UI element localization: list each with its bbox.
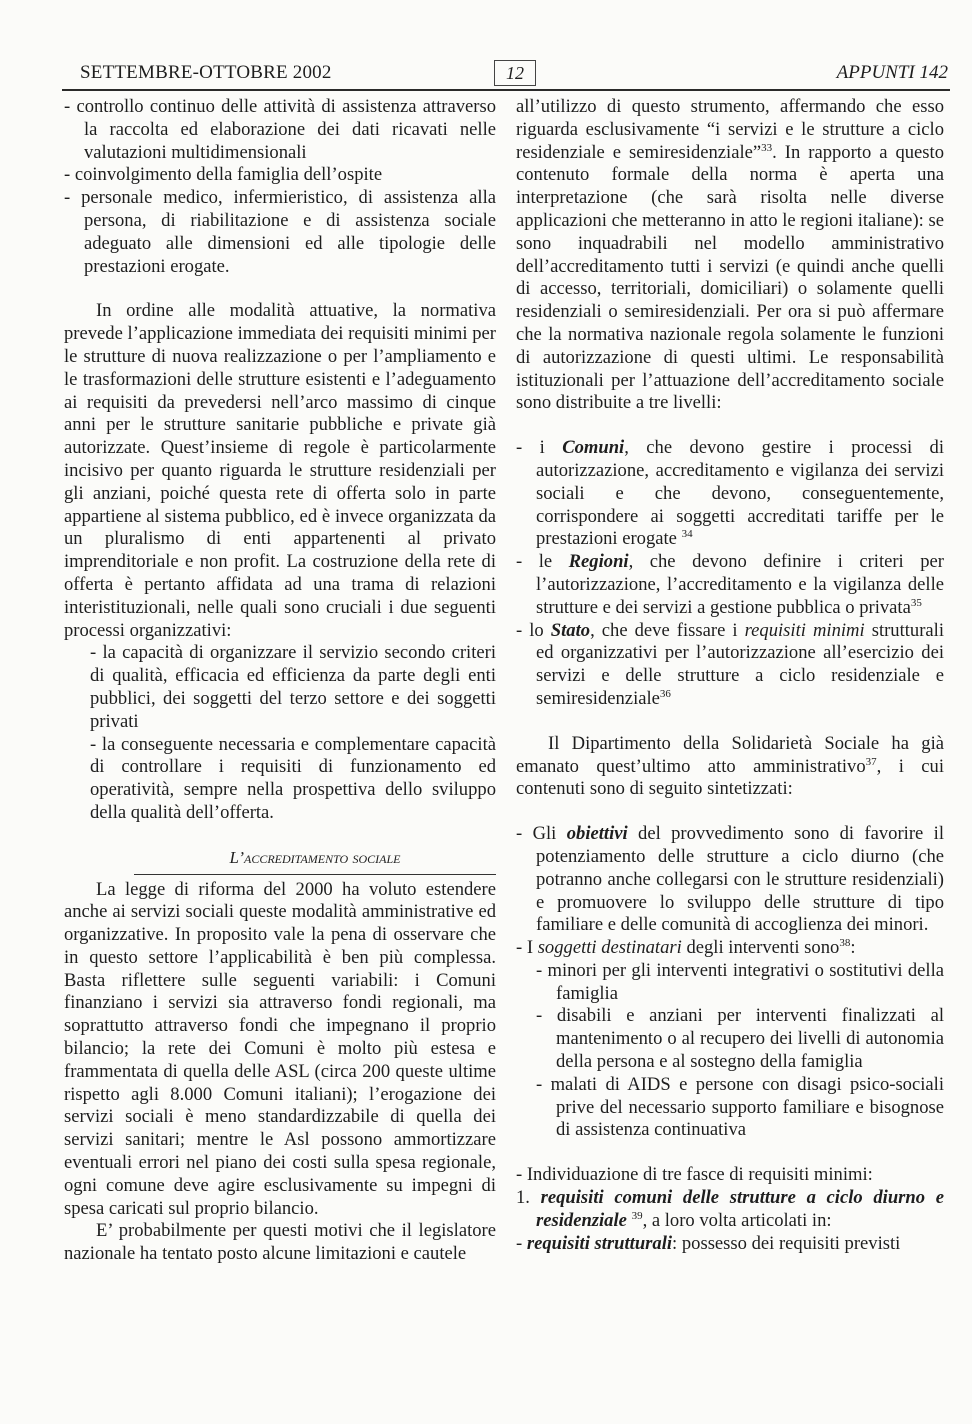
list-item: - lo Stato, che deve fissare i requisiti minimi strutturali ed organizzativi per l’autorizzazione all’esercizio dei servizi e delle strutture a ciclo residenziale e semiresidenziale$^{36}$ [516, 619, 944, 709]
sub-list-item: - minori per gli interventi integrativi o sostitutivi della famiglia [536, 959, 944, 1004]
paragraph: E’ probabilmente per questi motivi che il legislatore nazionale ha tentato posto alcune limitazioni e cautele [64, 1220, 496, 1265]
header-rule [62, 89, 950, 91]
header-date: SETTEMBRE-OTTOBRE 2002 [80, 62, 332, 83]
sub-list-item: - disabili e anziani per interventi finalizzati al mantenimento o al recupero dei livelli di autonomia della persona e al sostegno della famiglia [536, 1005, 944, 1073]
footnote-ref: 36 [659, 687, 671, 700]
list-item: - Gli obiettivi del provvedimento sono di favorire il potenziamento delle strutture a ciclo diurno (che potranno anche collegarsi con le strutture residenziali) e promuovere lo sviluppo delle strutture di tipo familiare e delle comunità di accoglienza dei minori. [516, 823, 944, 936]
list-item: - controllo continuo delle attività di assistenza attraverso la raccolta ed elaborazione dei dati ricavati nelle valutazioni multidimensionali [64, 96, 496, 163]
footnote-ref: 35 [910, 596, 922, 609]
list-item: - requisiti strutturali: possesso dei requisiti previsti [516, 1232, 901, 1254]
page-header [62, 58, 950, 88]
footnote-ref: 38 [839, 936, 851, 949]
section-title: L’accreditamento sociale [134, 847, 496, 875]
paragraph: Il Dipartimento della Solidarietà Sociale ha già emanato quest’ultimo atto amministrativo$^{37}$, i cui contenuti sono di seguito sintetizzati: [516, 732, 944, 800]
paragraph: La legge di riforma del 2000 ha voluto estendere anche ai servizi sociali queste modalità amministrative ed organizzative. In proposito vale la pena di osservare che in questo settore l’applicabilità è ben più complessa. Basta riflettere sulle seguenti variabili: i Comuni finanziano i servizi sia attraverso fondi regionali, ma soprattutto attraverso fondi che impegnano il proprio bilancio; la rete dei Comuni è molto più estesa e frammentata di quella delle ASL (circa 200 queste ultime rispetto agli 8.000 Comuni italiani); l’erogazione dei servizi sociali è meno standardizzabile di quella dei servizi sanitari; mentre le Asl possono ammortizzare eventuali errori nel piano dei costi sulla spesa regionale, ogni comune deve agire esclusivamente su impegni di spesa caricati sul proprio bilancio. [64, 878, 496, 1219]
footnote-ref: 33 [761, 141, 773, 154]
publication-name: APPUNTI 142 [836, 62, 948, 83]
list-item: - coinvolgimento della famiglia dell’ospite [64, 164, 383, 186]
list-item: - i Comuni, che devono gestire i processi di autorizzazione, accreditamento e vigilanza dei servizi sociali e che devono, conseguentemente, corrispondere ai soggetti accreditati tariffe per le prestazioni erogate $^{34}$ [516, 437, 944, 550]
right-column [516, 96, 944, 1255]
paragraph: all’utilizzo di questo strumento, affermando che esso riguarda esclusivamente “i servizi e le strutture a ciclo residenziale e semiresidenziale”$^{33}$. In rapporto a questo contenuto formale della norma è aperta una interpretazione (che sarà risolta nelle diverse applicazioni che metteranno in atto le regioni italiane): se sono inquadrabili nel modello amministrativo dell’accreditamento tutti i servizi (e quindi anche quelli di accesso, territoriali, domiciliari) o solamente quelli residenziali o semiresidenziali. Per ora si può affermare che la normativa nazionale regola solamente le funzioni di autorizzazione di questi ultimi. Le responsabilità istituzionali per l’attuazione dell’accreditamento sociale sono distribuite a tre livelli: [516, 96, 944, 414]
list-item: 1. requisiti comuni delle strutture a ciclo diurno e residenziale $^{39}$, a loro volta articolati in: [516, 1187, 945, 1231]
paragraph: In ordine alle modalità attuative, la normativa prevede l’applicazione immediata dei requisiti minimi per le strutture di nuova realizzazione o per l’ampliamento e le trasformazioni delle strutture esistenti e l’adeguamento ai requisiti da prevedersi nell’arco massimo di cinque anni per le strutture sanitarie pubbliche e private già autorizzate. Quest’insieme di regole è particolarmente incisivo per quanto riguarda le strutture residenziali per gli anziani, poiché questa rete di offerta solo in parte appartiene al sistema pubblico, ed è invece organizzata da un pluralismo di enti appartenenti al privato imprenditoriale e non profit. La costruzione della rete di offerta è pertanto affidata ad una trama di relazioni interistituzionali, nelle quali sono cruciali i due seguenti processi organizzativi: [64, 300, 496, 641]
list-item: - I soggetti destinatari degli interventi sono$^{38}$: [516, 936, 856, 959]
left-column [64, 96, 496, 1266]
footnote-ref: 37 [865, 755, 877, 768]
footnote-ref: 34 [681, 528, 693, 541]
list-item: - personale medico, infermieristico, di assistenza alla persona, di riabilitazione e di assistenza sociale adeguato alle dimensioni ed alle tipologie delle prestazioni erogate. [64, 187, 496, 277]
page-number: 12 [494, 60, 536, 86]
list-item: - Individuazione di tre fasce di requisiti minimi: [516, 1164, 873, 1186]
list-item: - le Regioni, che devono definire i criteri per l’autorizzazione, l’accreditamento e la vigilanza delle strutture e dei servizi a gestione pubblica o privata$^{35}$ [516, 551, 944, 618]
sub-list-item: - malati di AIDS e persone con disagi psico-sociali prive del necessario supporto familiare e bisognose di assistenza continuativa [536, 1073, 944, 1141]
list-item: - la capacità di organizzare il servizio secondo criteri di qualità, efficacia ed efficienza da parte degli enti pubblici, dei soggetti del terzo settore e dei soggetti privati [90, 642, 496, 732]
footnote-ref: 39 [631, 1209, 643, 1222]
list-item: - la conseguente necessaria e complementare capacità di controllare i requisiti di funzionamento ed operatività, sempre nella prospettiva dello sviluppo della qualità dell’offerta. [90, 733, 496, 823]
